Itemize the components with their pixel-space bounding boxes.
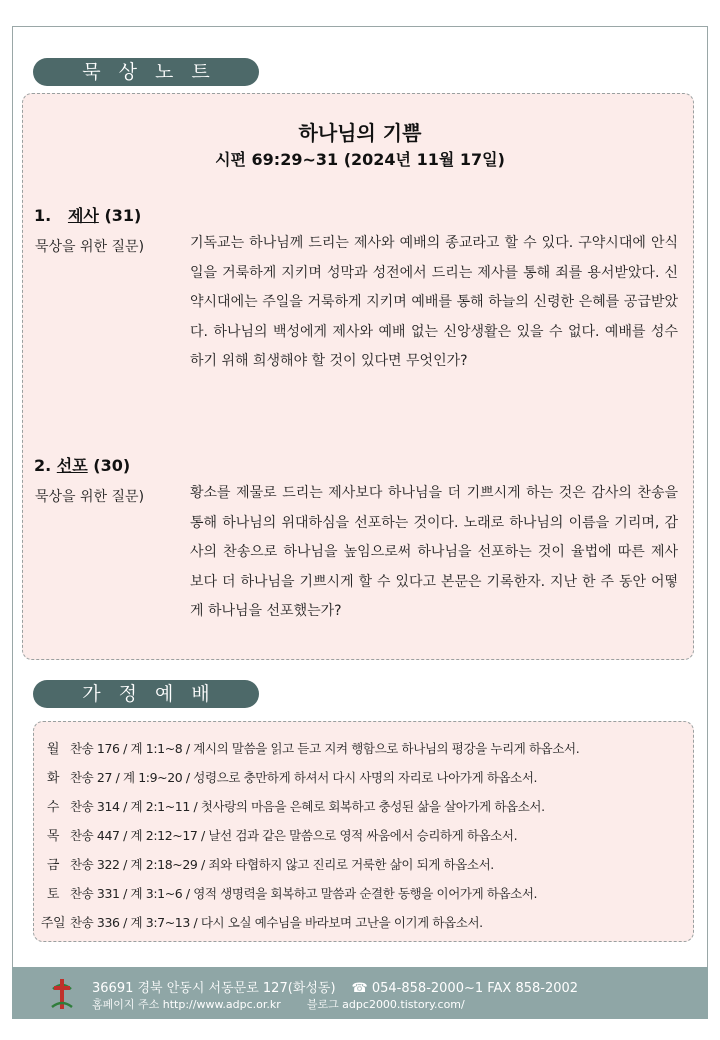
worship-row [36, 912, 483, 931]
worship-row [36, 854, 494, 873]
item-2-heading [34, 453, 130, 476]
worship-text: 찬송 322 / 계 2:18~29 / 죄와 타협하지 않고 진리로 거룩한 삶이 되게 하옵소서. [70, 857, 494, 872]
item-2-question: 황소를 제물로 드리는 제사보다 하나님을 더 기쁘시게 하는 것은 감사의 찬송을 통해 하나님의 위대하심을 선포하는 것이다. 노래로 하나님의 이름을 기리며, 감사의 찬송으로 하나님을 높임으로써 하나님을 선포하는 것이 율법에 따른 제사 보다 더 하나님을 기쁘시게 할 수 있다고 본문은 기록한자. 지난 한 주 동안 어떻게 하나님을 선포했는가? [190, 485, 678, 619]
meditation-subtitle: 시편 69:29~31 (2024년 11월 17일) [215, 150, 505, 169]
worship-row [36, 883, 537, 902]
worship-day: 금 [46, 858, 60, 873]
item-1-question: 기독교는 하나님께 드리는 제사와 예배의 종교라고 할 수 있다. 구약시대에 안식일을 거룩하게 지키며 성막과 성전에서 드리는 제사를 통해 죄를 용서받았다. 신약시대에는 주일을 거룩하게 지키며 예배를 통해 하늘의 신령한 은혜를 공급받았다. 하나님의 백성에게 제사와 예배 없는 신앙생활은 있을 수 없다. 예배를 성수하기 위해 희생해야 할 것이 있다면 무엇인가? [190, 235, 678, 369]
worship-text: 찬송 314 / 계 2:1~11 / 첫사랑의 마음을 은혜로 회복하고 충성된 삶을 살아가게 하옵소서. [70, 799, 545, 814]
worship-day: 주일 [40, 916, 66, 931]
worship-day: 수 [46, 800, 60, 815]
item-1-verse: (31) [104, 206, 142, 225]
footer-homepage-link[interactable]: 홈페이지 주소 http://www.adpc.or.kr [92, 998, 281, 1011]
worship-day: 토 [46, 887, 60, 902]
worship-row [36, 738, 579, 757]
footer-contact-line [92, 977, 578, 996]
worship-text: 찬송 331 / 계 3:1~6 / 영적 생명력을 회복하고 말씀과 순결한 동행을 이어가게 하옵소서. [70, 886, 538, 901]
worship-day: 월 [46, 742, 60, 757]
worship-text: 찬송 447 / 계 2:12~17 / 날선 검과 같은 말씀으로 영적 싸움에서 승리하게 하옵소서. [70, 828, 518, 843]
footer-address: 36691 경북 안동시 서동문로 127(화성동) [92, 981, 336, 996]
worship-text: 찬송 336 / 계 3:7~13 / 다시 오실 예수님을 바라보며 고난을 이기게 하옵소서. [70, 915, 483, 930]
item-1-number: 1. [34, 206, 52, 225]
item-1-heading [34, 203, 141, 226]
item-2-verse: (30) [93, 456, 131, 475]
church-cross-logo-icon [50, 977, 74, 1011]
worship-text: 찬송 176 / 계 1:1~8 / 계시의 말씀을 읽고 듣고 지켜 행함으로 하나님의 평강을 누리게 하옵소서. [70, 741, 580, 756]
worship-day: 화 [46, 771, 60, 786]
worship-row [36, 825, 517, 844]
worship-day: 목 [46, 829, 60, 844]
footer-blog-link[interactable]: 블로그 adpc2000.tistory.com/ [306, 998, 465, 1011]
worship-row [36, 767, 537, 786]
item-1-question-label: 묵상을 위한 질문) [35, 239, 145, 255]
worship-text: 찬송 27 / 계 1:9~20 / 성령으로 충만하게 하셔서 다시 사명의 자리로 나아가게 하옵소서. [70, 770, 538, 785]
footer-phone: ☎ 054-858-2000~1 FAX 858-2002 [351, 981, 579, 996]
section-heading-meditation-notes: 묵 상 노 트 [33, 58, 259, 86]
worship-row [36, 796, 545, 815]
item-1-topic: 제사 [67, 206, 99, 225]
section-heading-family-worship: 가 정 예 배 [33, 680, 259, 708]
item-2-topic: 선포 [56, 456, 88, 475]
meditation-title: 하나님의 기쁨 [298, 121, 422, 145]
item-2-number: 2. [34, 456, 52, 475]
footer-web-line [92, 996, 465, 1012]
item-2-question-label: 묵상을 위한 질문) [35, 489, 145, 505]
